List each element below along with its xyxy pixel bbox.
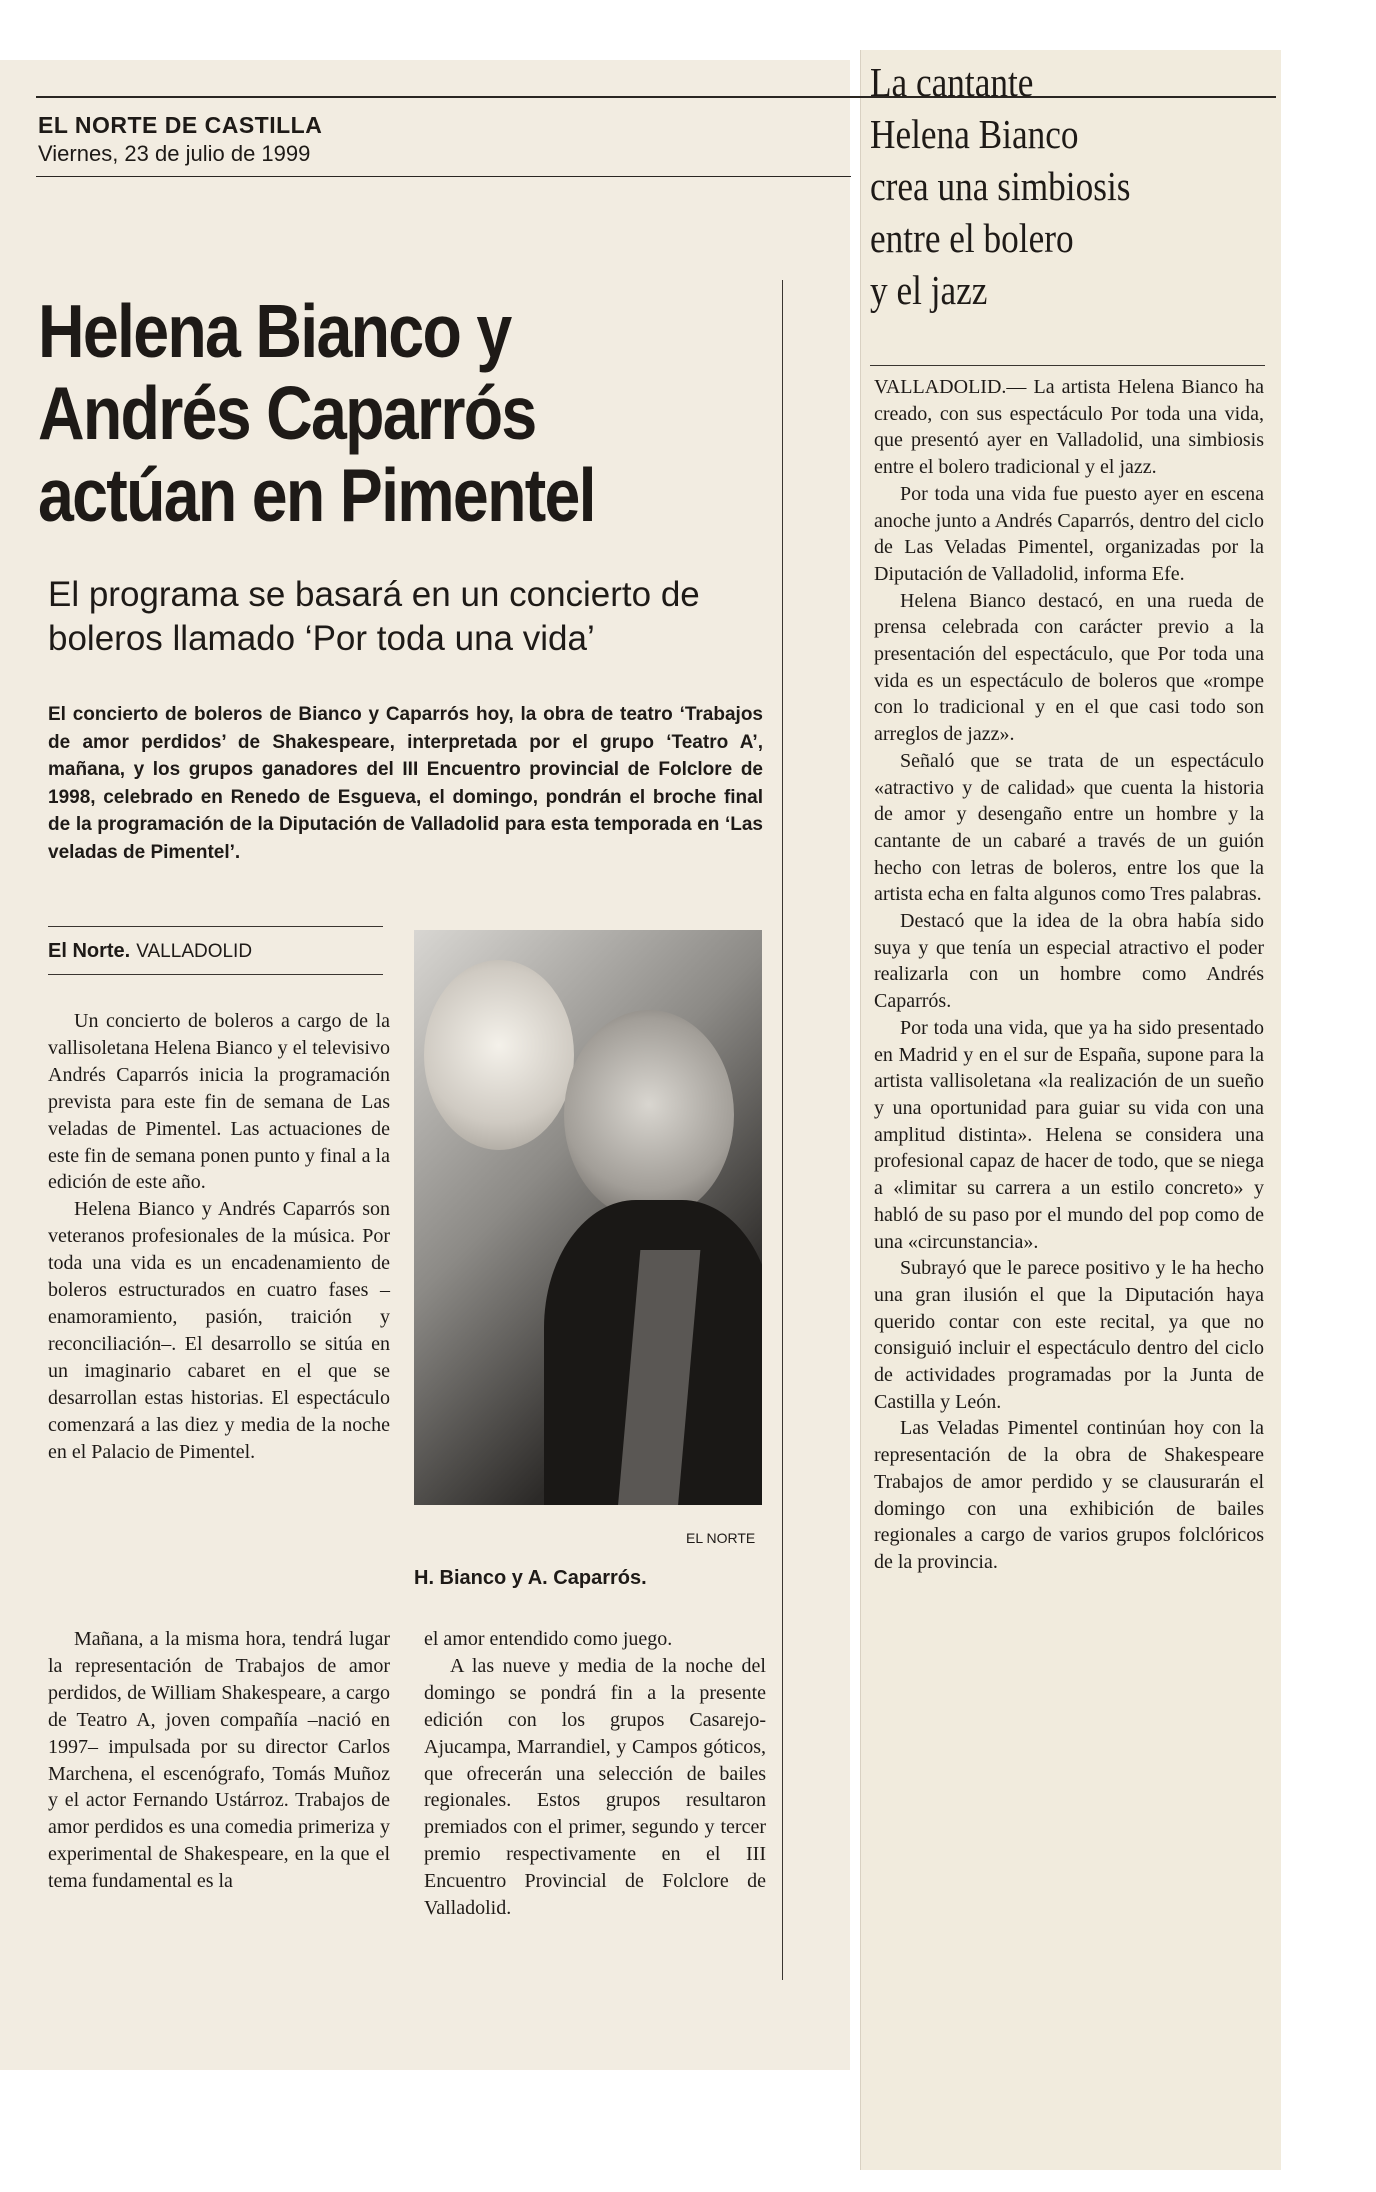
photo-bianco-caparros <box>414 930 762 1505</box>
paragraph-continued: el amor entendido como juego. <box>424 1628 673 1650</box>
headline-line: entre el bolero <box>870 215 1074 261</box>
newspaper-name: EL NORTE DE CASTILLA <box>38 112 323 138</box>
paragraph: Por toda una vida fue puesto ayer en escena anoche junto a Andrés Caparrós, dentro del ciclo de Las Veladas Pimentel, organizadas por la Diputación de Valladolid, informa Efe. <box>874 482 1264 585</box>
lead-paragraph: El concierto de boleros de Bianco y Caparrós hoy, la obra de teatro ‘Trabajos de amor perdidos’ de Shakespeare, interpretada por el grupo ‘Teatro A’, mañana, y los grupos ganadores del III Encuentro provincial de Folclore de 1998, celebrado en Renedo de Esgueva, el domingo, pondrán el broche final de la programación de la Diputación de Valladolid para esta temporada en ‘Las veladas de Pimentel’. <box>48 704 763 863</box>
photo-caption: H. Bianco y A. Caparrós. <box>414 1567 647 1589</box>
headline-line: Helena Bianco y <box>38 289 511 373</box>
byline-rule <box>48 974 383 975</box>
paragraph: VALLADOLID.— La artista Helena Bianco ha creado, con sus espectáculo Por toda una vida, que presentó ayer en Valladolid, una simbiosis entre el bolero tradicional y el jazz. <box>874 376 1264 479</box>
paragraph: A las nueve y media de la noche del domingo se pondrá fin a la presente edición con los grupos Casarejo-Ajucampa, Marrandiel, y Campos góticos, que ofrecerán una selección de bailes regionales. Estos grupos resultaron premiados con el primer, segundo y tercer premio respectivamente en el III Encuentro Provincial de Folclore de Valladolid. <box>424 1654 766 1920</box>
photo-face-man <box>564 1010 734 1220</box>
byline-source: El Norte. <box>48 940 131 962</box>
headline-line: Helena Bianco <box>870 111 1079 157</box>
byline-place: VALLADOLID <box>136 941 253 962</box>
article-column-1 <box>48 1008 390 1465</box>
paragraph: Helena Bianco y Andrés Caparrós son veteranos profesionales de la música. Por toda una vida es un encadenamiento de boleros estructurados en cuatro fases –enamoramiento, pasión, traición y reconciliación–. El desarrollo se sitúa en un imaginario cabaret en el que se desarrollan estas historias. El espectáculo comenzará a las diez y media de la noche en el Palacio de Pimentel. <box>48 1198 390 1463</box>
photo-face-woman <box>424 960 574 1150</box>
column-rule <box>782 280 783 1980</box>
right-article-body <box>874 374 1264 1576</box>
right-headline-rule <box>870 365 1265 366</box>
paragraph: Un concierto de boleros a cargo de la vallisoletana Helena Bianco y el televisivo Andrés Caparrós inicia la programación prevista para este fin de semana de Las veladas de Pimentel. Las actuaciones de este fin de semana ponen punto y final a la edición de este año. <box>48 1010 390 1194</box>
headline-line: y el jazz <box>870 267 988 313</box>
headline <box>38 290 692 536</box>
paragraph: Helena Bianco destacó, en una rueda de prensa celebrada con carácter previo a la presentación del espectáculo, que Por toda una vida es un espectáculo de boleros que «rompe con lo tradicional y en el que casi todo son arreglos de jazz». <box>874 589 1264 746</box>
subheadline: El programa se basará en un concierto de boleros llamado ‘Por toda una vida’ <box>48 575 700 658</box>
headline-line: La cantante <box>870 59 1034 105</box>
paragraph: Destacó que la idea de la obra había sido suya y que tenía un especial atractivo el poder realizarla con un hombre como Andrés Caparrós. <box>874 910 1264 1013</box>
masthead-bottom-rule <box>36 176 851 177</box>
paragraph: Mañana, a la misma hora, tendrá lugar la representación de Trabajos de amor perdidos, de William Shakespeare, a cargo de Teatro A, joven compañía –nació en 1997– impulsada por su director Carlos Marchena, el escenógrafo, Tomás Muñoz y el actor Fernando Ustárroz. Trabajos de amor perdidos es una comedia primeriza y experimental de Shakespeare, en la que el tema fundamental es la <box>48 1628 390 1893</box>
publication-date: Viernes, 23 de julio de 1999 <box>38 141 311 166</box>
right-headline <box>870 56 1214 316</box>
headline-line: actúan en Pimentel <box>38 453 595 537</box>
paragraph: Las Veladas Pimentel continúan hoy con la representación de la obra de Shakespeare Trabajos de amor perdido y se clausurarán el domingo con una exhibición de bailes regionales a cargo de varios grupos folclóricos de la provincia. <box>874 1417 1264 1573</box>
byline <box>48 940 252 963</box>
photo-credit: EL NORTE <box>686 1530 756 1546</box>
paragraph: Por toda una vida, que ya ha sido presentado en Madrid y en el sur de España, supone para la artista vallisoletana «la realización de un sueño y una oportunidad para guiar su vida con una amplitud distinta». Helena se considera una profesional capaz de hacer de todo, que se niega a «limitar su carrera a un estilo concreto» y habló de su paso por el mundo del pop como de una «circunstancia». <box>874 1016 1264 1253</box>
headline-line: Andrés Caparrós <box>38 371 536 455</box>
headline-line: crea una simbiosis <box>870 163 1131 209</box>
paragraph: Subrayó que le parece positivo y le ha hecho una gran ilusión el que la Diputación haya querido contar con este recital, ya que no consiguió incluir el espectáculo dentro del ciclo de actividades programadas por la Junta de Castilla y León. <box>874 1257 1264 1413</box>
article-column-1-continued <box>48 1626 390 1895</box>
paragraph: Señaló que se trata de un espectáculo «atractivo y de calidad» que cuenta la historia de amor y desengaño entre un hombre y la cantante de un cabaré a través de un guión hecho con letras de boleros, entre los que la artista echa en falta algunos como Tres palabras. <box>874 749 1264 906</box>
lead-rule <box>48 926 383 927</box>
article-column-2 <box>424 1626 766 1922</box>
